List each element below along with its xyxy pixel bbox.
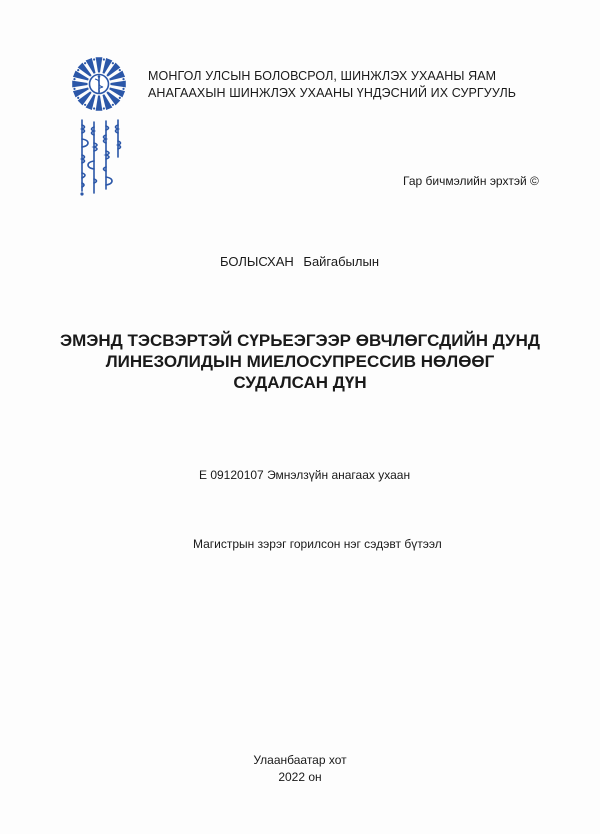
emblem-dot bbox=[77, 69, 79, 71]
emblem-ray bbox=[110, 81, 125, 88]
author-name bbox=[220, 254, 379, 269]
thesis-title-line-3: СУДАЛСАН ДҮН bbox=[233, 373, 367, 392]
emblem-dot bbox=[84, 104, 86, 106]
thesis-title bbox=[40, 330, 560, 393]
institution-header bbox=[148, 68, 516, 102]
emblem-dot bbox=[112, 104, 114, 106]
year: 2022 он bbox=[278, 770, 322, 784]
emblem-dot bbox=[122, 78, 124, 80]
emblem-ray bbox=[96, 95, 103, 110]
copyright-notice: Гар бичмэлийн эрхтэй © bbox=[403, 174, 539, 188]
author-surname: БОЛЫСХАН bbox=[220, 254, 294, 269]
ministry-name: МОНГОЛ УЛСЫН БОЛОВСРОЛ, ШИНЖЛЭХ УХААНЫ ЯАМ bbox=[148, 69, 497, 83]
specialty-code: Е 09120107 Эмнэлзүйн анагаах ухаан bbox=[199, 468, 411, 482]
thesis-title-line-2: ЛИНЕЗОЛИДЫН МИЕЛОСУПРЕССИВ НӨЛӨӨГ bbox=[105, 352, 495, 371]
emblem-dot bbox=[122, 88, 124, 90]
emblem-ray bbox=[72, 81, 87, 88]
place-and-year bbox=[0, 752, 600, 786]
emblem-dot bbox=[93, 107, 95, 109]
mongolian-script-name-icon bbox=[72, 117, 124, 197]
thesis-title-line-1: ЭМЭНД ТЭСВЭРТЭЙ СҮРЬЕЭГЭЭР ӨВЧЛӨГСДИЙН ДУНД bbox=[60, 331, 540, 350]
author-given-name: Байгабылын bbox=[303, 254, 380, 269]
university-name: АНАГААХЫН ШИНЖЛЭХ УХААНЫ ҮНДЭСНИЙ ИХ СУРГУУЛЬ bbox=[148, 86, 517, 100]
emblem-dot bbox=[73, 88, 75, 90]
emblem-dot bbox=[119, 97, 121, 99]
emblem-dot bbox=[77, 97, 79, 99]
emblem-ray bbox=[96, 57, 103, 72]
emblem-dot bbox=[73, 78, 75, 80]
degree-statement: Магистрын зэрэг горилсон нэг сэдэвт бүтээл bbox=[193, 537, 442, 551]
city: Улаанбаатар хот bbox=[253, 753, 347, 767]
emblem-dot bbox=[84, 62, 86, 64]
emblem-dot bbox=[112, 62, 114, 64]
emblem-dot bbox=[103, 107, 105, 109]
emblem-dot bbox=[119, 69, 121, 71]
emblem-dot bbox=[93, 58, 95, 60]
university-emblem-icon bbox=[70, 55, 128, 113]
emblem-dot bbox=[103, 58, 105, 60]
